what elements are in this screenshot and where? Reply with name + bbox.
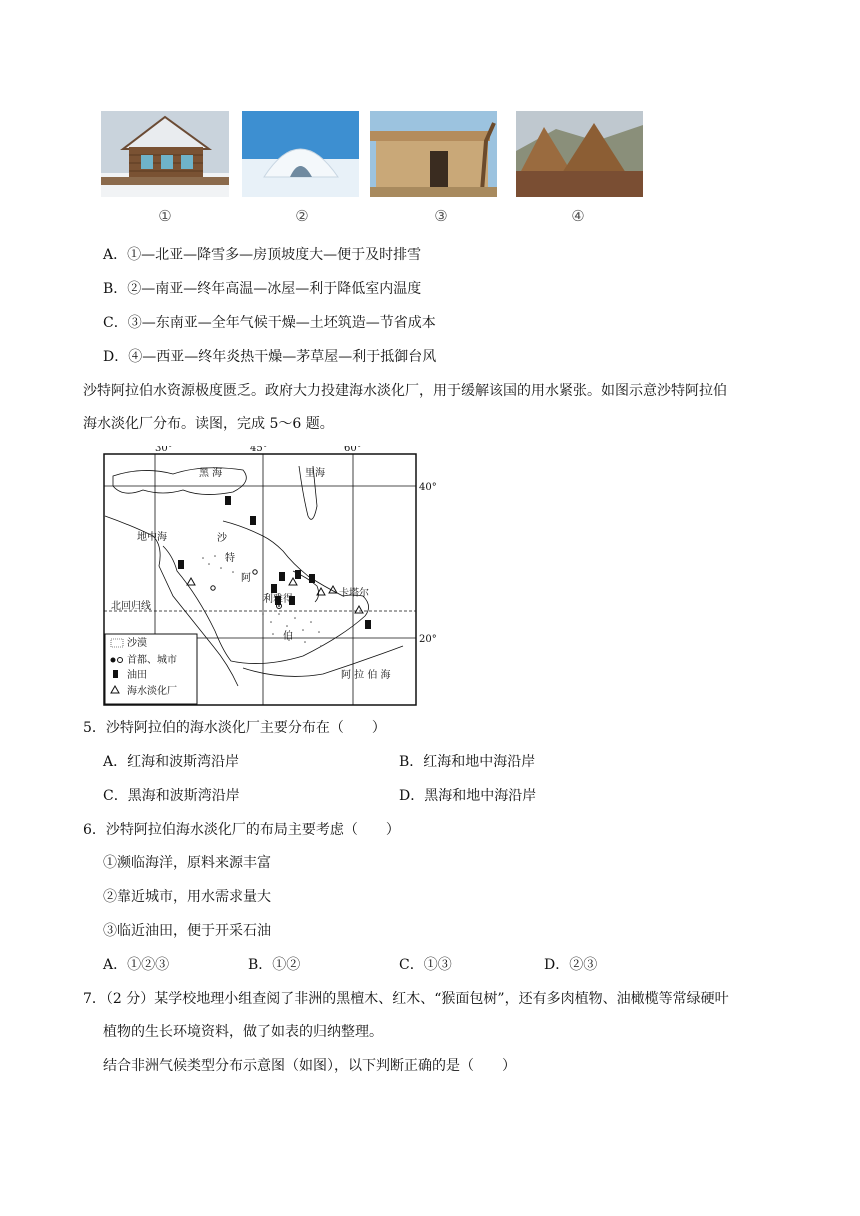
q6-option-b: B．①②: [248, 957, 301, 973]
q4-option-a: A．①—北亚—降雪多—房顶坡度大—便于及时排雪: [103, 247, 422, 263]
legend-oilfield: 油田: [127, 670, 147, 681]
label-black-sea: 黑 海: [199, 468, 223, 479]
q6-stem: 6．沙特阿拉伯海水淡化厂的布局主要考虑（ ）: [83, 822, 400, 838]
label-bo: 伯: [283, 631, 293, 642]
intro-line-2: 海水淡化厂分布。读图，完成 5～6 题。: [83, 416, 334, 432]
legend-desert: 沙漠: [127, 638, 147, 649]
label-riyadh: 利雅得: [263, 594, 293, 605]
q4-option-d: D．④—西亚—终年炎热干燥—茅草屋—利于抵御台风: [103, 349, 437, 365]
log-house-photo: [101, 111, 229, 197]
photo-caption-2: ②: [295, 207, 309, 225]
lat-label-40: 40°: [419, 482, 437, 493]
q6-option-d: D．②③: [544, 957, 598, 973]
q5-option-d: D．黑海和地中海沿岸: [399, 788, 537, 804]
q4-option-c: C．③—东南亚—全年气候干燥—土坯筑造—节省成本: [103, 315, 436, 331]
adobe-house-photo: [370, 111, 497, 197]
q5-stem: 5．沙特阿拉伯的海水淡化厂主要分布在（ ）: [83, 720, 386, 736]
lon-label-60: 60°: [344, 446, 362, 454]
label-qatar: 卡塔尔: [339, 588, 369, 599]
label-arabian-sea: 阿 拉 伯 海: [341, 670, 391, 681]
label-a: 阿: [241, 573, 251, 584]
q6-option-c: C．①③: [399, 957, 452, 973]
lon-label-45: 45°: [250, 446, 268, 454]
label-sha: 沙: [217, 533, 227, 544]
label-mediterranean: 地中海: [137, 532, 167, 543]
q5-option-a: A．红海和波斯湾沿岸: [103, 754, 240, 770]
q6-option-a: A．①②③: [103, 957, 170, 973]
legend-plant: 海水淡化厂: [127, 686, 177, 697]
label-te: 特: [225, 553, 235, 564]
label-caspian: 里海: [305, 468, 325, 479]
photo-caption-3: ③: [434, 207, 448, 225]
label-tropic: 北回归线: [111, 601, 151, 612]
q4-option-b: B．②—南亚—终年高温—冰屋—利于降低室内温度: [103, 281, 422, 297]
legend-city: 首都、城市: [127, 655, 177, 666]
legend-capital-icon: [111, 658, 116, 663]
photo-caption-4: ④: [571, 207, 585, 225]
q6-statement-2: ②靠近城市，用水需求量大: [103, 889, 271, 905]
q7-line-2: 植物的生长环境资料，做了如表的归纳整理。: [103, 1024, 383, 1040]
intro-line-1: 沙特阿拉伯水资源极度匮乏。政府大力投建海水淡化厂，用于缓解该国的用水紧张。如图示意沙特阿拉伯: [83, 383, 727, 399]
saudi-arabia-map: [103, 446, 441, 706]
lon-label-30: 30°: [155, 446, 173, 454]
q7-line-3: 结合非洲气候类型分布示意图（如图），以下判断正确的是（ ）: [103, 1058, 516, 1074]
legend-desert-icon: [111, 639, 123, 647]
q6-statement-3: ③临近油田，便于开采石油: [103, 923, 271, 939]
q5-option-c: C．黑海和波斯湾沿岸: [103, 788, 240, 804]
q5-option-b: B．红海和地中海沿岸: [399, 754, 536, 770]
photo-caption-1: ①: [158, 207, 172, 225]
q6-statement-1: ①濒临海洋，原料来源丰富: [103, 855, 271, 871]
legend-oilfield-icon: [113, 670, 118, 678]
q7-line-1: 7．（2 分）某学校地理小组查阅了非洲的黑檀木、红木、“猴面包树”，还有多肉植物、油橄榄等常绿硬叶: [83, 991, 729, 1007]
igloo-photo: [242, 111, 359, 197]
lat-label-20: 20°: [419, 634, 437, 645]
thatched-hut-photo: [516, 111, 643, 197]
